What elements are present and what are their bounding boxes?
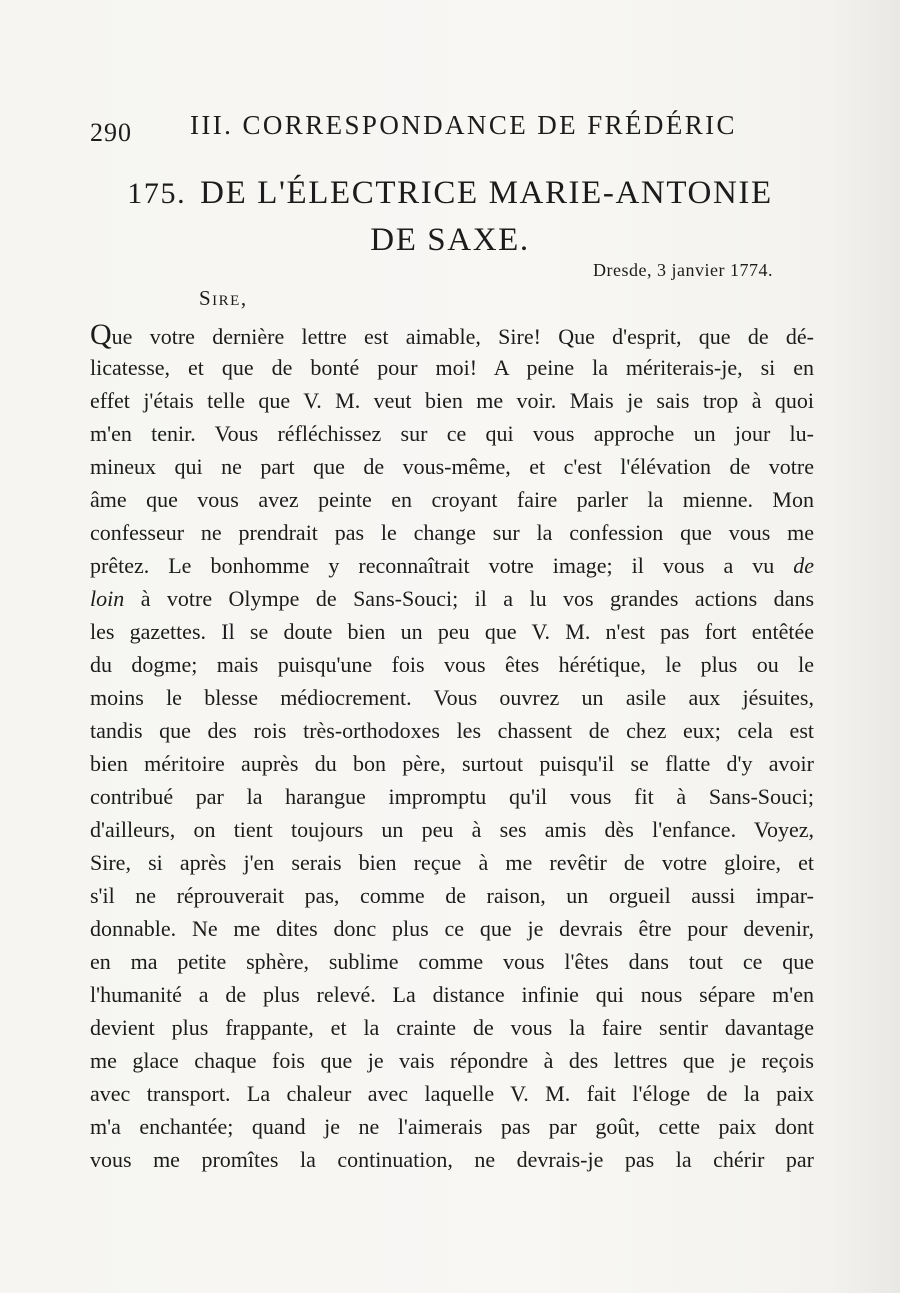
body-line-12: moins le blesse médiocrement. Vous ouvrez un asile aux jésuites, (90, 685, 814, 710)
body-line-17: Sire, si après j'en serais bien reçue à me revêtir de votre gloire, et (90, 850, 814, 875)
body-line-3: effet j'étais telle que V. M. veut bien me voir. Mais je sais trop à quoi (90, 388, 814, 413)
body-line-26: vous me promîtes la continuation, ne devrais-je pas la chérir par (90, 1147, 814, 1172)
running-head (90, 108, 810, 148)
page-number: 290 (90, 118, 132, 147)
letter-body (90, 318, 814, 1176)
salutation: Sire, (199, 286, 248, 310)
body-line-7: confesseur ne prendrait pas le change sur la confession que vous me (90, 520, 814, 545)
body-line-4: m'en tenir. Vous réfléchissez sur ce qui vous approche un jour lu- (90, 421, 814, 446)
letter-heading (90, 170, 810, 263)
drop-cap: Q (90, 318, 112, 351)
body-line-6: âme que vous avez peinte en croyant faire parler la mienne. Mon (90, 487, 814, 512)
running-title: III. CORRESPONDANCE DE FRÉDÉRIC (190, 110, 737, 140)
body-line-15: contribué par la harangue impromptu qu'il vous fit à Sans-Souci; (90, 784, 814, 809)
body-line-8-text: prêtez. Le bonhomme y reconnaîtrait votre image; il vous a vu (90, 553, 775, 578)
letter-heading-line-2: DE SAXE. (370, 222, 530, 258)
body-line-10: les gazettes. Il se doute bien un peu que V. M. n'est pas fort entêtée (90, 619, 814, 644)
body-line-1-text: ue votre dernière lettre est aimable, Sire! Que d'esprit, que de dé- (111, 324, 814, 349)
body-line-14: bien méritoire auprès du bon père, surtout puisqu'il se flatte d'y avoir (90, 751, 814, 776)
letter-number: 175. (127, 177, 187, 210)
dateline: Dresde, 3 janvier 1774. (593, 260, 773, 280)
body-line-24: avec transport. La chaleur avec laquelle V. M. fait l'éloge de la paix (90, 1081, 814, 1106)
body-line-5: mineux qui ne part que de vous-même, et c'est l'élévation de votre (90, 454, 814, 479)
body-line-13: tandis que des rois très-orthodoxes les chassent de chez eux; cela est (90, 718, 814, 743)
body-line-22: devient plus frappante, et la crainte de vous la faire sentir davantage (90, 1015, 814, 1040)
letter-heading-text-1: DE L'ÉLECTRICE MARIE-ANTONIE (200, 175, 773, 211)
italic-word-de: de (793, 553, 814, 578)
body-line-1 (90, 318, 814, 351)
body-line-11: du dogme; mais puisqu'une fois vous êtes hérétique, le plus ou le (90, 652, 814, 677)
body-line-20: en ma petite sphère, sublime comme vous l'êtes dans tout ce que (90, 949, 814, 974)
body-line-23: me glace chaque fois que je vais répondre à des lettres que je reçois (90, 1048, 814, 1073)
body-line-2: licatesse, et que de bonté pour moi! A peine la mériterais-je, si en (90, 355, 814, 380)
body-line-19: donnable. Ne me dites donc plus ce que je devrais être pour devenir, (90, 916, 814, 941)
body-line-21: l'humanité a de plus relevé. La distance infinie qui nous sépare m'en (90, 982, 814, 1007)
body-line-16: d'ailleurs, on tient toujours un peu à ses amis dès l'enfance. Voyez, (90, 817, 814, 842)
body-line-25: m'a enchantée; quand je ne l'aimerais pas par goût, cette paix dont (90, 1114, 814, 1139)
body-line-9-text: à votre Olympe de Sans-Souci; il a lu vos grandes actions dans (140, 586, 814, 611)
body-line-9 (90, 582, 814, 615)
body-line-8 (90, 549, 814, 582)
letter-heading-line-1 (90, 170, 810, 217)
italic-word-loin: loin (90, 586, 125, 611)
body-line-18: s'il ne réprouverait pas, comme de raison, un orgueil aussi impar- (90, 883, 814, 908)
